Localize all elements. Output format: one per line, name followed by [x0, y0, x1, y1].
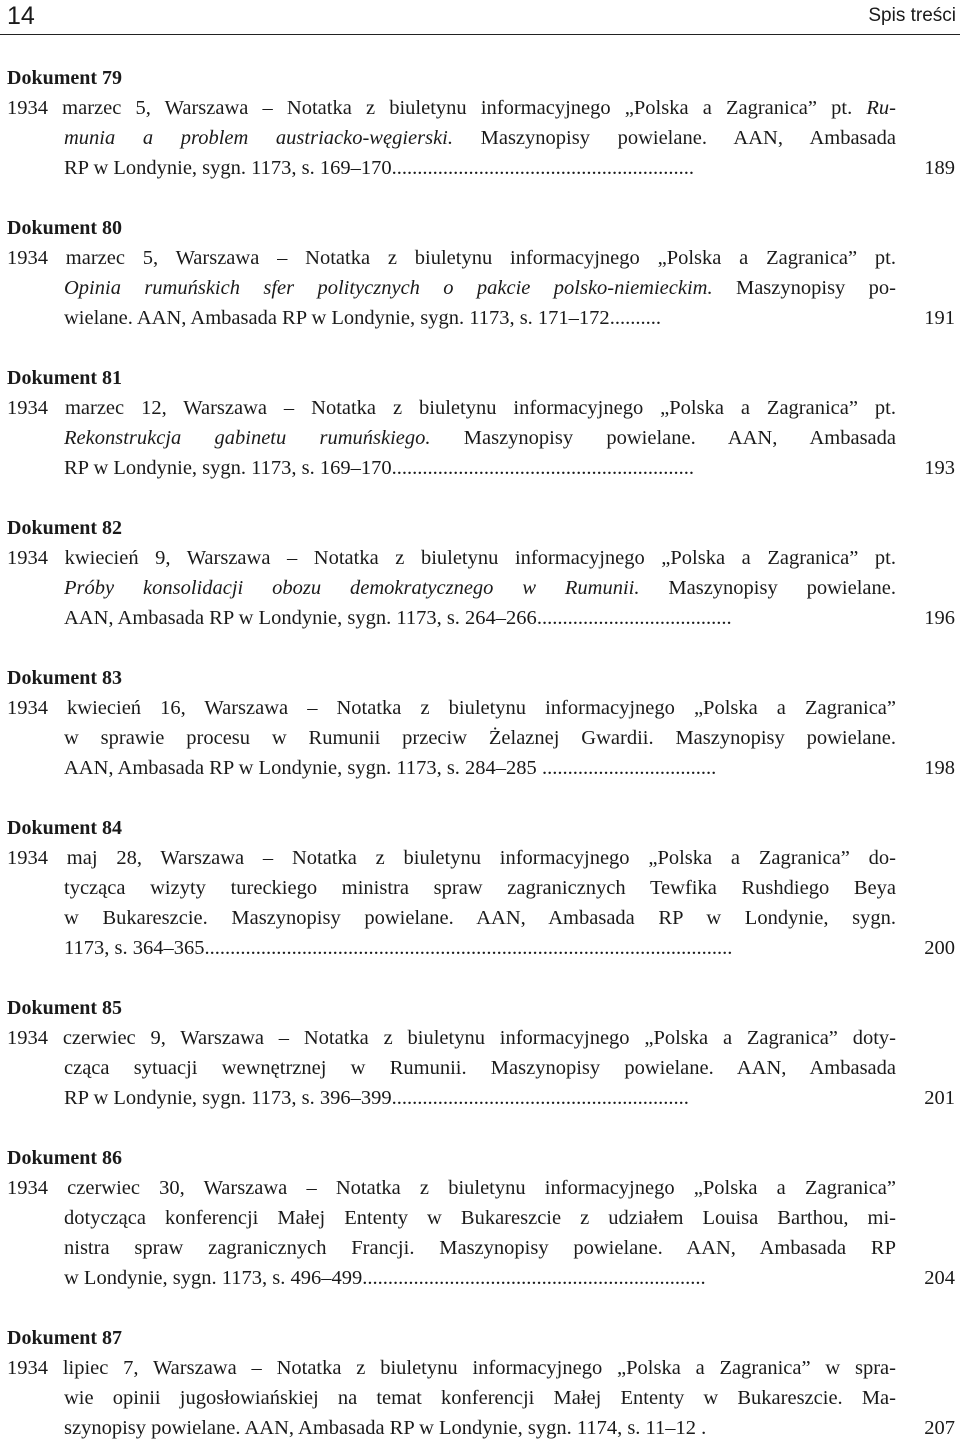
document-title-italic: Próby konsolidacji obozu demokratycznego w Rumunii.: [64, 577, 640, 599]
dot-leader: .: [696, 1417, 707, 1439]
line-text: Maszynopisy po-: [712, 277, 896, 299]
entry-description-line: [7, 1026, 896, 1052]
dot-leader: ...................................................................: [362, 1267, 706, 1289]
line-text: tycząca wizyty tureckiego ministra spraw zagranicznych Tewfika Rushdiego Beya: [64, 877, 896, 899]
document-heading: Dokument 81: [7, 367, 123, 389]
line-text: szynopisy powielane. AAN, Ambasada RP w Londynie, sygn. 1174, s. 11–12: [64, 1417, 697, 1439]
entry-description-line: [64, 276, 896, 302]
document-heading: Dokument 85: [7, 997, 123, 1019]
document-heading: Dokument 80: [7, 217, 123, 239]
entry-description-line: [7, 1176, 896, 1202]
line-text: nistra spraw zagranicznych Francji. Maszynopisy powielane. AAN, Ambasada RP: [64, 1237, 896, 1259]
entry-description-line: [7, 696, 896, 722]
line-text: w Londynie, sygn. 1173, s. 496–499: [64, 1267, 363, 1289]
entry-description-line: [64, 1056, 896, 1082]
document-title-italic: Opinia rumuńskich sfer politycznych o pakcie polsko-niemieckim.: [64, 277, 713, 299]
line-text: 1934 kwiecień 16, Warszawa – Notatka z biuletynu informacyjnego „Polska a Zagranica”: [7, 697, 896, 719]
line-text: RP w Londynie, sygn. 1173, s. 169–170: [64, 457, 392, 479]
document-title-italic: Ru-: [866, 97, 896, 119]
line-text: RP w Londynie, sygn. 1173, s. 169–170: [64, 157, 392, 179]
document-title-italic: Rekonstrukcja gabinetu rumuńskiego.: [64, 427, 431, 449]
line-text: 1934 marzec 5, Warszawa – Notatka z biuletynu informacyjnego „Polska a Zagranica” pt.: [7, 247, 896, 269]
entry-description-line: [64, 576, 896, 602]
page-reference[interactable]: 193: [924, 457, 955, 479]
line-text: 1934 marzec 12, Warszawa – Notatka z biuletynu informacyjnego „Polska a Zagranica” pt.: [7, 397, 896, 419]
line-text: wie opinii jugosłowiańskiej na temat konferencji Małej Ententy w Bukareszcie. Ma-: [64, 1387, 896, 1409]
line-text: Maszynopisy powielane.: [639, 577, 896, 599]
entry-description-line: [64, 606, 896, 632]
entry-description-line: [64, 1386, 896, 1412]
line-text: AAN, Ambasada RP w Londynie, sygn. 1173, s. 264–266: [64, 607, 537, 629]
page-number: 14: [7, 2, 35, 30]
line-text: RP w Londynie, sygn. 1173, s. 396–399: [64, 1087, 392, 1109]
entry-description-line: [64, 306, 896, 332]
entry-description-line: [64, 1266, 896, 1292]
entry-description-line: [64, 876, 896, 902]
document-heading: Dokument 79: [7, 67, 123, 89]
entry-description-line: [64, 756, 896, 782]
document-heading: Dokument 82: [7, 517, 123, 539]
entry-description-line: [7, 96, 896, 122]
dot-leader: ..................................: [541, 757, 717, 779]
line-text: 1934 czerwiec 9, Warszawa – Notatka z biuletynu informacyjnego „Polska a Zagranica” doty-: [7, 1027, 896, 1049]
document-title-italic: munia a problem austriacko-węgierski.: [64, 127, 453, 149]
entry-description-line: [64, 1206, 896, 1232]
page-reference[interactable]: 201: [924, 1087, 955, 1109]
entry-description-line: [7, 546, 896, 572]
page-reference[interactable]: 191: [924, 307, 955, 329]
page-reference[interactable]: 207: [924, 1417, 955, 1439]
document-heading: Dokument 87: [7, 1327, 123, 1349]
page-reference[interactable]: 189: [924, 157, 955, 179]
line-text: 1934 czerwiec 30, Warszawa – Notatka z biuletynu informacyjnego „Polska a Zagranica”: [7, 1177, 896, 1199]
entry-description-line: [7, 246, 896, 272]
page-reference[interactable]: 198: [924, 757, 955, 779]
entry-description-line: [64, 156, 896, 182]
line-text: w sprawie procesu w Rumunii przeciw Żelaznej Gwardii. Maszynopisy powielane.: [64, 727, 896, 749]
entry-description-line: [64, 126, 896, 152]
line-text: 1173, s. 364–365: [64, 937, 205, 959]
entry-description-line: [7, 846, 896, 872]
line-text: 1934 kwiecień 9, Warszawa – Notatka z biuletynu informacyjnego „Polska a Zagranica” pt.: [7, 547, 896, 569]
dot-leader: ..........................................................: [391, 1087, 689, 1109]
entry-description-line: [64, 906, 896, 932]
page-reference[interactable]: 204: [924, 1267, 955, 1289]
entry-description-line: [7, 1356, 896, 1382]
line-text: wielane. AAN, Ambasada RP w Londynie, sygn. 1173, s. 171–172: [64, 307, 610, 329]
entry-description-line: [64, 936, 896, 962]
line-text: Maszynopisy powielane. AAN, Ambasada: [453, 127, 896, 149]
entry-description-line: [64, 1236, 896, 1262]
dot-leader: .......................................................................................................: [204, 937, 733, 959]
line-text: Maszynopisy powielane. AAN, Ambasada: [430, 427, 896, 449]
dot-leader: ...........................................................: [391, 457, 695, 479]
document-heading: Dokument 86: [7, 1147, 123, 1169]
running-title: Spis treści: [868, 5, 956, 26]
dot-leader: ......................................: [536, 607, 732, 629]
entry-description-line: [64, 426, 896, 452]
line-text: AAN, Ambasada RP w Londynie, sygn. 1173, s. 284–285: [64, 757, 542, 779]
dot-leader: ..........: [609, 307, 661, 329]
line-text: w Bukareszcie. Maszynopisy powielane. AAN, Ambasada RP w Londynie, sygn.: [64, 907, 896, 929]
entry-description-line: [7, 396, 896, 422]
page-reference[interactable]: 200: [924, 937, 955, 959]
page-reference[interactable]: 196: [924, 607, 955, 629]
entry-description-line: [64, 1416, 896, 1442]
line-text: 1934 lipiec 7, Warszawa – Notatka z biuletynu informacyjnego „Polska a Zagranica” w spra-: [7, 1357, 896, 1379]
dot-leader: ...........................................................: [391, 157, 695, 179]
line-text: 1934 maj 28, Warszawa – Notatka z biuletynu informacyjnego „Polska a Zagranica” do-: [7, 847, 896, 869]
line-text: cząca sytuacji wewnętrznej w Rumunii. Maszynopisy powielane. AAN, Ambasada: [64, 1057, 896, 1079]
line-text: 1934 marzec 5, Warszawa – Notatka z biuletynu informacyjnego „Polska a Zagranica” pt.: [7, 97, 867, 119]
document-heading: Dokument 83: [7, 667, 123, 689]
entry-description-line: [64, 1086, 896, 1112]
entry-description-line: [64, 456, 896, 482]
line-text: dotycząca konferencji Małej Ententy w Bukareszcie z udziałem Louisa Barthou, mi-: [64, 1207, 896, 1229]
document-heading: Dokument 84: [7, 817, 123, 839]
entry-description-line: [64, 726, 896, 752]
